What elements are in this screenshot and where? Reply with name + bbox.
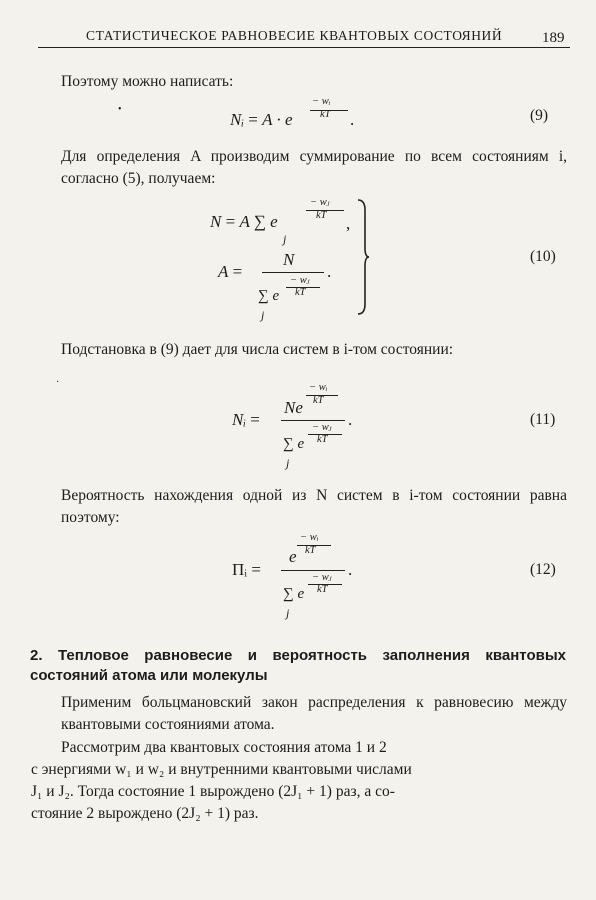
equation-10-line-2: A =	[218, 262, 243, 281]
section-heading: 2. Тепловое равновесие и вероятность заполнения квантовых состояний атома или молекулы	[30, 647, 566, 684]
running-title: СТАТИСТИЧЕСКОЕ РАВНОВЕСИЕ КВАНТОВЫХ СОСТОЯНИЙ	[86, 28, 503, 43]
eq12-den-exp-num: − wⱼ	[312, 572, 332, 583]
eq10-l2-lhs: A	[218, 262, 229, 281]
paragraph-6-line-4: стояние 2 вырождено (2J₂ + 1) раз.	[31, 805, 259, 822]
equation-10-number: (10)	[530, 248, 556, 265]
eq10-l2-sub: j	[261, 308, 265, 322]
eq12-den-exp-den: kT	[317, 584, 328, 595]
equation-10-line-1: N = A ∑ e	[210, 212, 278, 231]
eq10-l2-frac-line	[262, 272, 324, 273]
equation-9-number: (9)	[530, 107, 549, 124]
eq12-num-exp-den: kT	[305, 545, 316, 556]
right-brace	[356, 198, 370, 316]
eq12-lhs: Пᵢ	[232, 560, 248, 579]
eq10-l2-exp-den: kT	[295, 287, 306, 298]
paragraph-6-line-2: с энергиями w₁ и w₂ и внутренними квантовыми числами	[31, 761, 412, 778]
eq12-den: ∑ e	[283, 586, 305, 602]
eq11-den-exp-den: kT	[317, 434, 328, 445]
eq11-den-sub: j	[286, 456, 290, 470]
eq9-lhs: Nᵢ	[230, 110, 245, 129]
eq10-l1-comma: ,	[346, 214, 351, 233]
header-rule	[38, 47, 570, 48]
equation-9: Nᵢ = A · e	[230, 110, 293, 129]
eq12-period: .	[348, 560, 353, 579]
equation-11: Nᵢ =	[232, 410, 260, 429]
paragraph-5: Применим больцмановский закон распределения к равновесию между квантовыми состояниями атома.	[61, 694, 567, 733]
eq11-num: Ne	[284, 398, 303, 417]
eq9-period: .	[350, 110, 355, 129]
eq11-num-exp-num: − wᵢ	[309, 382, 328, 393]
paragraph-6-line-3: J₁ и J₂. Тогда состояние 1 вырождено (2J₁ + 1) раз, а со-	[31, 783, 395, 800]
eq11-num-exp-den: kT	[313, 395, 324, 406]
eq9-rhs: A · e	[262, 110, 293, 129]
speck: •	[118, 104, 122, 115]
eq11-den-exp-num: − wⱼ	[312, 422, 332, 433]
eq10-l1-sub: j	[283, 232, 287, 246]
paragraph-1: Поэтому можно написать:	[61, 73, 234, 90]
eq11-den: ∑ e	[283, 436, 305, 452]
eq9-exp-den: kT	[320, 109, 331, 120]
page-number: 189	[542, 30, 565, 46]
equation-11-number: (11)	[530, 411, 556, 428]
eq12-den-sub: j	[286, 606, 290, 620]
eq12-num: e	[289, 547, 297, 566]
eq9-exp-num: − wᵢ	[312, 96, 331, 107]
eq10-l2-exp-num: − wⱼ	[290, 275, 310, 286]
eq11-period: .	[348, 410, 353, 429]
paragraph-6-line-1: Рассмотрим два квантовых состояния атома 1 и 2	[61, 739, 387, 756]
eq10-l1-exp-num: − wⱼ	[310, 197, 330, 208]
eq10-l1-exp-den: kT	[316, 210, 327, 221]
paragraph-3: Подстановка в (9) дает для числа систем в i-том состоянии:	[61, 341, 454, 358]
paragraph-2: Для определения A производим суммирование по всем состояниям i, согласно (5), получаем:	[61, 148, 567, 187]
equation-12: Пᵢ =	[232, 560, 261, 579]
eq10-l1-rhs: A ∑ e	[239, 212, 278, 231]
equation-12-number: (12)	[530, 561, 556, 578]
eq10-l2-den: ∑ e	[258, 288, 280, 304]
eq12-num-exp-num: − wᵢ	[300, 532, 319, 543]
eq11-lhs: Nᵢ	[232, 410, 247, 429]
eq10-l1-lhs: N	[210, 212, 222, 231]
eq10-l2-num: N	[283, 250, 295, 269]
speck: ·	[56, 377, 60, 388]
eq10-l2-period: .	[327, 262, 332, 281]
paragraph-4: Вероятность нахождения одной из N систем в i-том состоянии равна поэтому:	[61, 487, 567, 526]
